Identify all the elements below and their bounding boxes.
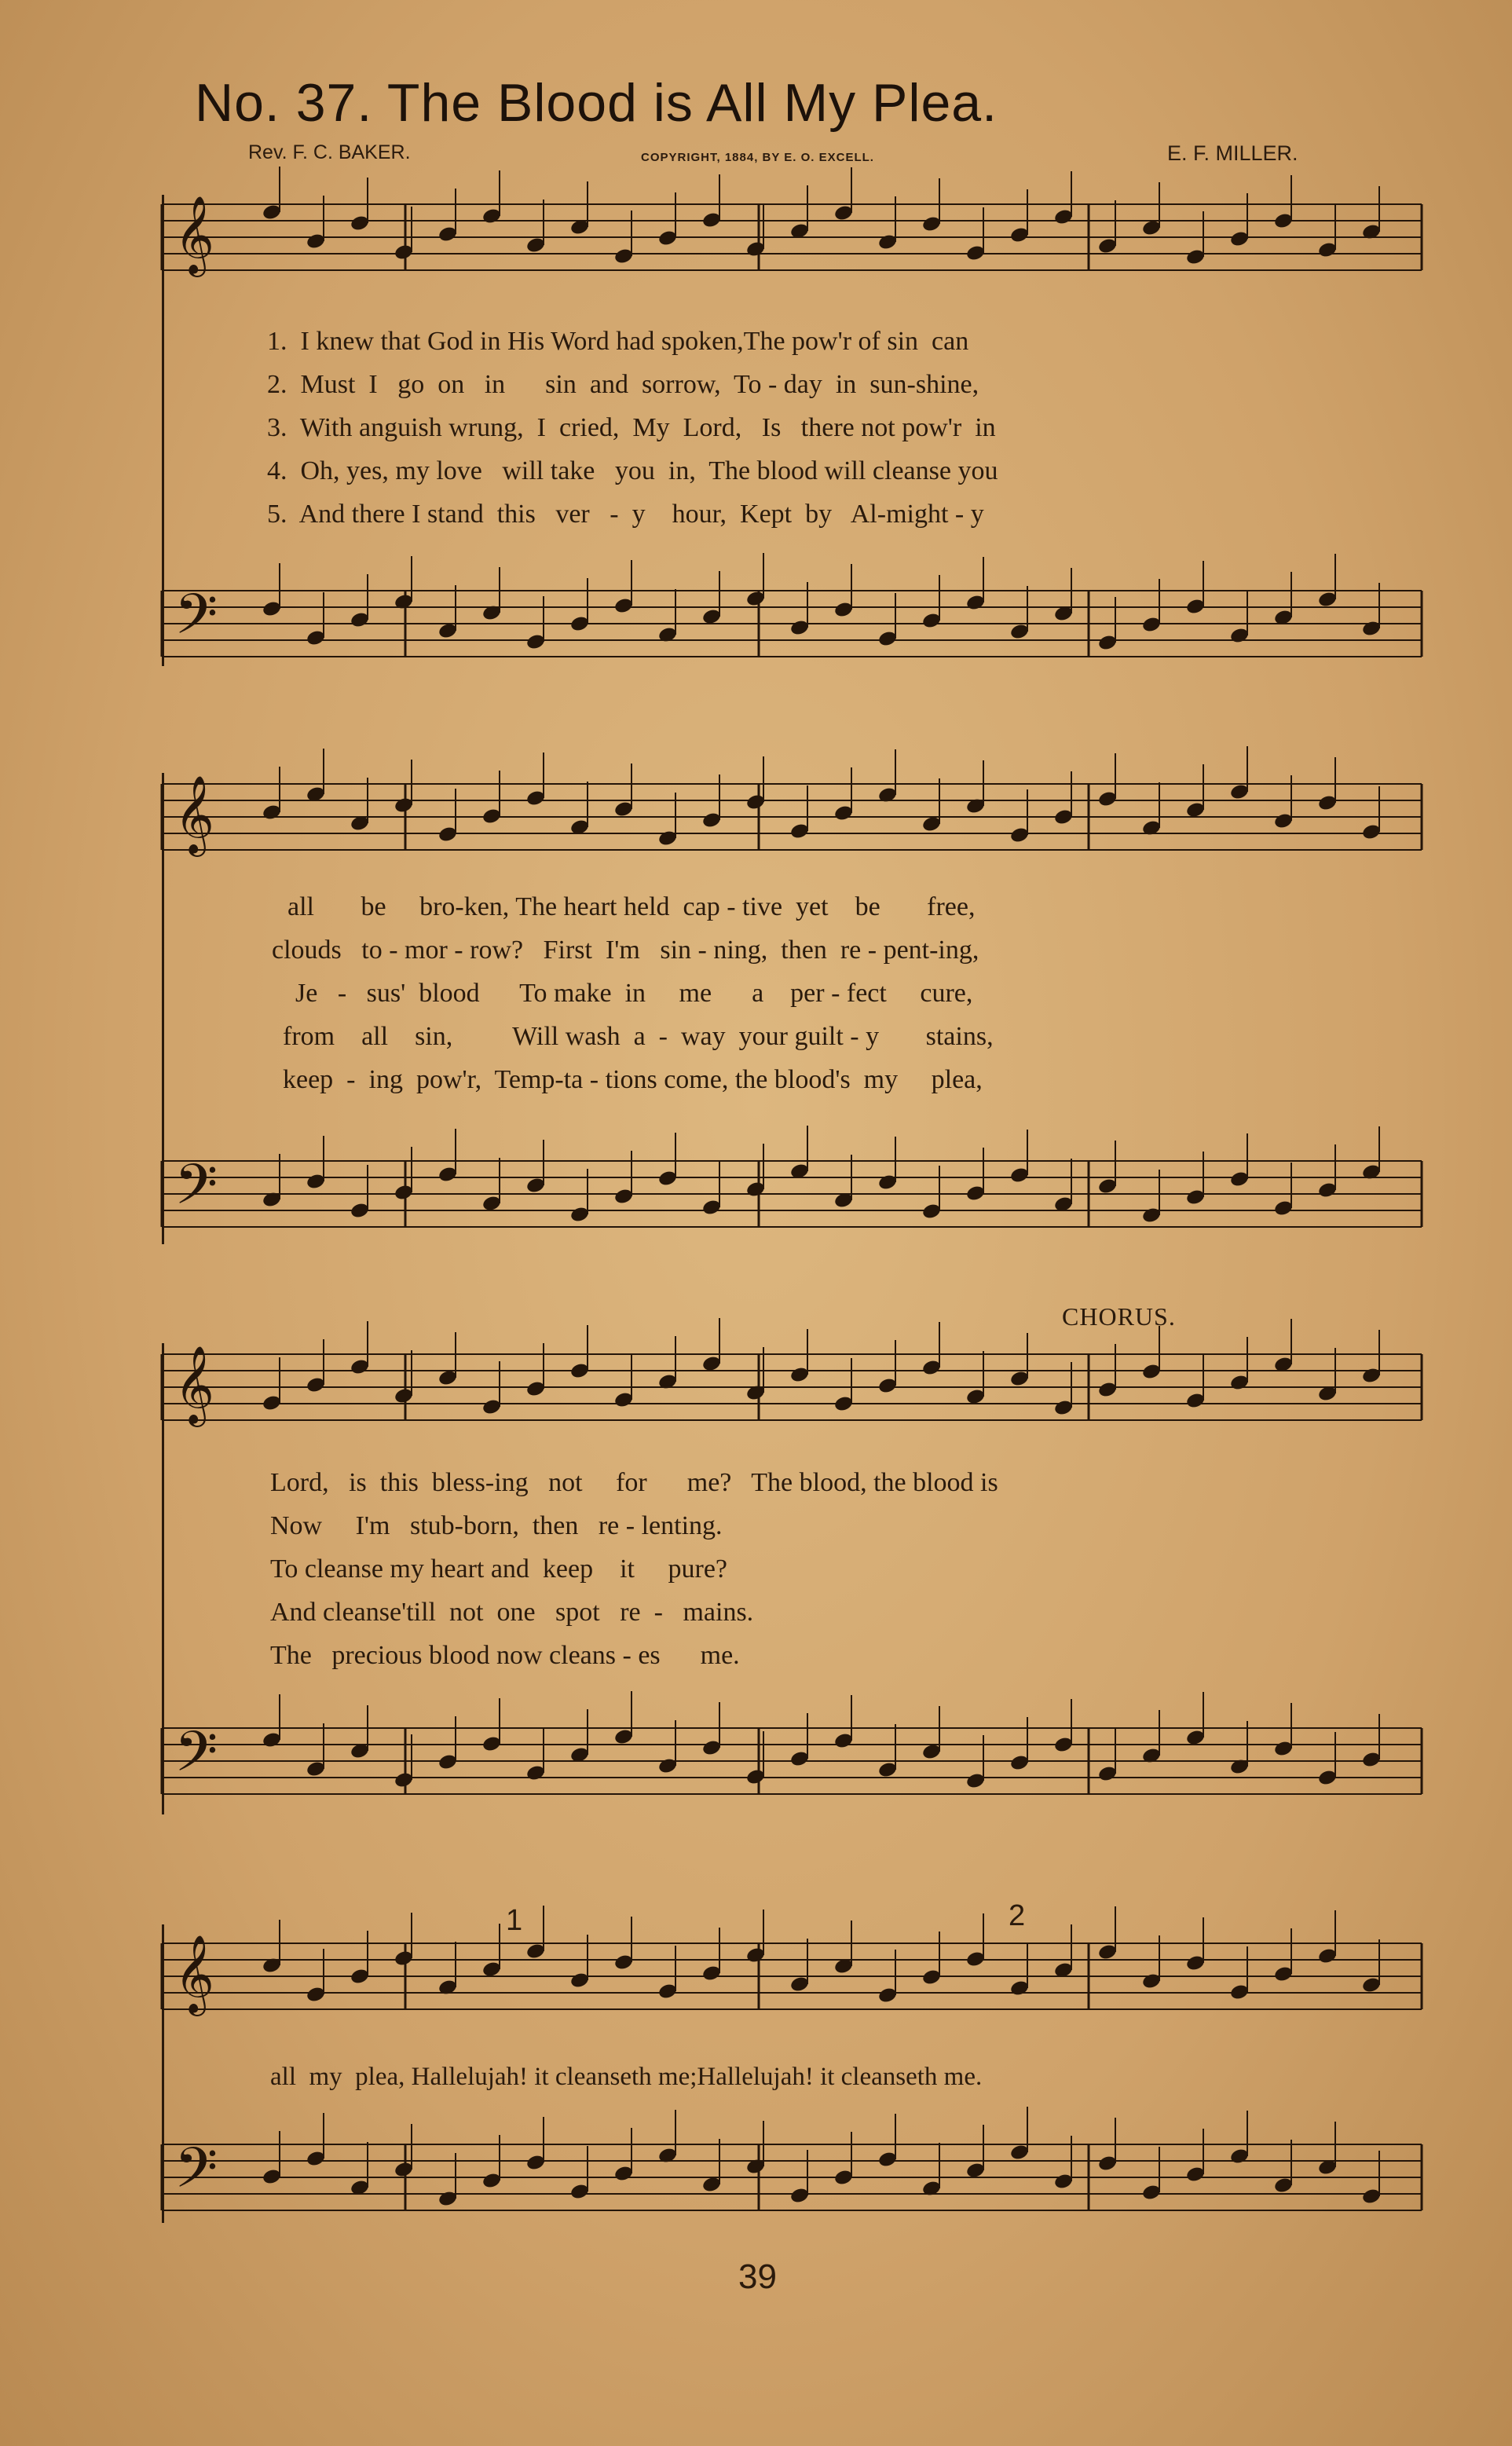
treble-staff	[162, 1348, 1422, 1430]
verse-2-line: clouds to - mor - row? First I'm sin - ning, then re - pent-ing,	[272, 936, 979, 965]
second-ending-label: 2	[1009, 1899, 1026, 1932]
verse-5-line: The precious blood now cleans - es me.	[270, 1641, 740, 1670]
clef-icon: 𝄞	[174, 1346, 214, 1424]
bass-staff-notation	[162, 1152, 1422, 1236]
treble-staff	[162, 198, 1422, 280]
page-number: 39	[738, 2257, 777, 2296]
author-credit: Rev. F. C. BAKER.	[248, 141, 411, 163]
bass-staff	[162, 1152, 1422, 1236]
bass-staff-notation	[162, 1719, 1422, 1803]
bass-staff	[162, 584, 1422, 666]
verse-4-line: And cleanse'till not one spot re - mains.	[270, 1598, 754, 1627]
copyright-notice: COPYRIGHT, 1884, BY E. O. EXCELL.	[641, 151, 874, 164]
verse-5-line: 5. And there I stand this ver - y hour, Kept by Al-might - y	[267, 500, 984, 529]
clef-icon: 𝄢	[174, 2136, 218, 2214]
verse-5-line: keep - ing pow'r, Temp-ta - tions come, the blood's my plea,	[283, 1065, 983, 1094]
bass-staff	[162, 1719, 1422, 1803]
verse-4-line: 4. Oh, yes, my love will take you in, The blood will cleanse you	[267, 456, 998, 485]
verse-3-line: 3. With anguish wrung, I cried, My Lord, Is there not pow'r in	[267, 413, 996, 442]
treble-staff-notation	[162, 1937, 1422, 2019]
treble-staff	[162, 775, 1422, 859]
hymn-title: No. 37. The Blood is All My Plea.	[195, 73, 998, 133]
verse-1-line: 1. I knew that God in His Word had spoken,The pow'r of sin can	[267, 327, 969, 356]
treble-staff-notation	[162, 1348, 1422, 1430]
treble-staff-notation	[162, 198, 1422, 280]
verse-1-line: Lord, is this bless-ing not for me? The blood, the blood is	[270, 1468, 998, 1497]
verse-3-line: To cleanse my heart and keep it pure?	[270, 1554, 728, 1584]
chorus-line: all my plea, Hallelujah! it cleanseth me;Hallelujah! it cleanseth me.	[270, 2063, 983, 2091]
clef-icon: 𝄞	[174, 775, 214, 854]
clef-icon: 𝄞	[174, 1935, 214, 2013]
verse-1-line: all be bro-ken, The heart held cap - tive yet be free,	[287, 892, 976, 921]
verse-2-line: 2. Must I go on in sin and sorrow, To - day in sun-shine,	[267, 370, 979, 399]
bass-staff-notation	[162, 584, 1422, 666]
verse-4-line: from all sin, Will wash a - way your guilt - y stains,	[283, 1022, 994, 1051]
clef-icon: 𝄞	[174, 196, 214, 274]
treble-staff	[162, 1937, 1422, 2019]
clef-icon: 𝄢	[174, 1719, 218, 1798]
bass-staff	[162, 2138, 1422, 2220]
first-ending-label: 1	[506, 1904, 523, 1937]
clef-icon: 𝄢	[174, 1152, 218, 1231]
verse-3-line: Je - sus' blood To make in me a per - fect cure,	[295, 979, 973, 1008]
treble-staff-notation	[162, 775, 1422, 859]
clef-icon: 𝄢	[174, 582, 218, 661]
composer-credit: E. F. MILLER.	[1167, 141, 1298, 165]
chorus-label: CHORUS.	[1062, 1302, 1176, 1331]
bass-staff-notation	[162, 2138, 1422, 2220]
verse-2-line: Now I'm stub-born, then re - lenting.	[270, 1511, 723, 1540]
